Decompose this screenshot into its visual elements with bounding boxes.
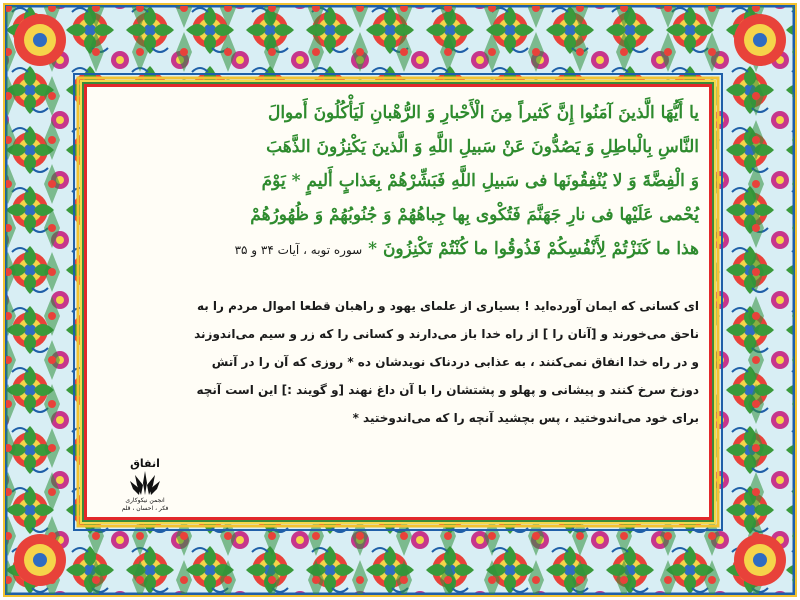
surah-reference: سوره توبه ، آیات ۳۴ و ۳۵: [234, 243, 363, 257]
verse-line-1: یا أَیُّهَا الَّذینَ آمَنُوا إِنَّ کَثیراً مِنَ الْأَحْبارِ وَ الرُّهْبانِ لَیَأْکُلُونَ أَموالَ: [267, 103, 699, 123]
translation-line-3: و در راه خدا انفاق نمی‌کنند ، به عذابی دردناک نویدشان ده * روزی که آن را در آتش: [211, 355, 699, 369]
verse-line-2: النَّاسِ بِالْباطِلِ وَ یَصُدُّونَ عَنْ سَبیلِ اللَّهِ وَ الَّذینَ یَکْنِزُونَ الذَّهَبَ: [266, 137, 699, 157]
logo-subtitle-2: فکر ، احسان ، قلم: [121, 505, 169, 512]
verse-line-5-text: هذا ما کَنَزْتُمْ لِأَنْفُسِکُمْ فَذُوقُوا ما کُنْتُمْ تَکْنِزُونَ *: [368, 239, 699, 259]
text-panel: [84, 84, 712, 520]
translation-line-2: ناحق می‌خورند و [آنان را ] از راه خدا باز می‌دارند و کسانی را که زر و سیم می‌اندوزند: [194, 327, 699, 341]
translation-line-5: برای خود می‌اندوختید ، پس بچشید آنچه را که می‌اندوختید *: [352, 411, 699, 425]
logo-subtitle-1: انجمن نیکوکاری: [125, 497, 165, 504]
logo-title: انفاق: [130, 457, 160, 470]
verse-line-4: یُحْمی عَلَیْها فی نارِ جَهَنَّمَ فَتُکْوی بِها جِباهُهُمْ وَ جُنُوبُهُمْ وَ ظُهُورُهُمْ: [250, 205, 699, 225]
translation-line-4: دوزخ سرخ کنند و پیشانی و پهلو و پشتشان را با آن داغ نهند [و گویند :] این است آنچه: [196, 383, 699, 397]
verse-line-3: وَ الْفِضَّةَ وَ لا یُنْفِقُونَها فی سَبیلِ اللَّهِ فَبَشِّرْهُمْ بِعَذابٍ أَلیمٍ * یَوْمَ: [261, 171, 699, 191]
translation-line-1: ای کسانی که ایمان آورده‌اید ! بسیاری از علمای یهود و راهبان قطعا اموال مردم را به: [196, 299, 699, 313]
verse-line-5: [97, 233, 699, 266]
lotus-icon: [129, 469, 161, 497]
charity-logo: [105, 457, 185, 515]
